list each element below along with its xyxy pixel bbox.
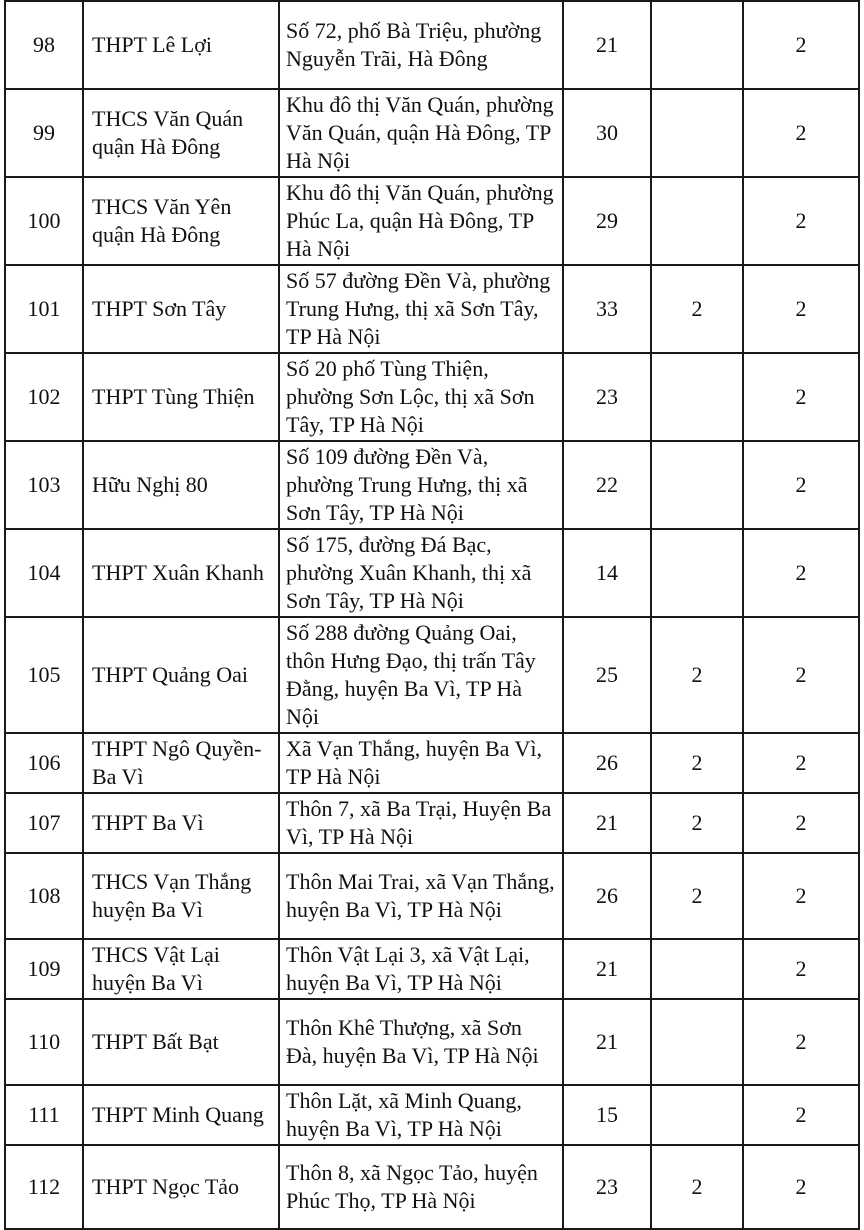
- school-name: THCS Vạn Thắng huyện Ba Vì: [83, 853, 279, 939]
- column-b-value: 2: [743, 265, 859, 353]
- row-number: 101: [5, 265, 83, 353]
- column-a-value: [651, 529, 743, 617]
- school-name: THCS Văn Yên quận Hà Đông: [83, 177, 279, 265]
- school-name: THPT Minh Quang: [83, 1085, 279, 1145]
- school-name: THPT Quảng Oai: [83, 617, 279, 733]
- school-address: Thôn Mai Trai, xã Vạn Thắng, huyện Ba Vì, TP Hà Nội: [279, 853, 563, 939]
- column-b-value: 2: [743, 999, 859, 1085]
- table-row: [5, 793, 859, 853]
- school-address: Thôn Lặt, xã Minh Quang, huyện Ba Vì, TP Hà Nội: [279, 1085, 563, 1145]
- table-row: [5, 177, 859, 265]
- row-number: 104: [5, 529, 83, 617]
- row-number: 106: [5, 733, 83, 793]
- count-value: 22: [563, 441, 651, 529]
- school-name: THCS Vật Lại huyện Ba Vì: [83, 939, 279, 999]
- count-value: 21: [563, 939, 651, 999]
- count-value: 21: [563, 1, 651, 89]
- column-b-value: 2: [743, 89, 859, 177]
- column-b-value: 2: [743, 1, 859, 89]
- schools-table: [4, 0, 860, 1230]
- school-name: THPT Xuân Khanh: [83, 529, 279, 617]
- column-a-value: 2: [651, 265, 743, 353]
- count-value: 33: [563, 265, 651, 353]
- table-row: [5, 853, 859, 939]
- school-address: Thôn 7, xã Ba Trại, Huyện Ba Vì, TP Hà Nội: [279, 793, 563, 853]
- column-b-value: 2: [743, 177, 859, 265]
- column-a-value: 2: [651, 793, 743, 853]
- table-row: [5, 733, 859, 793]
- school-name: THPT Ngô Quyền-Ba Vì: [83, 733, 279, 793]
- school-address: Số 175, đường Đá Bạc, phường Xuân Khanh, thị xã Sơn Tây, TP Hà Nội: [279, 529, 563, 617]
- count-value: 21: [563, 999, 651, 1085]
- school-address: Khu đô thị Văn Quán, phường Văn Quán, quận Hà Đông, TP Hà Nội: [279, 89, 563, 177]
- column-a-value: [651, 1085, 743, 1145]
- row-number: 108: [5, 853, 83, 939]
- table-row: [5, 1085, 859, 1145]
- school-address: Thôn 8, xã Ngọc Tảo, huyện Phúc Thọ, TP Hà Nội: [279, 1145, 563, 1229]
- school-name: THPT Lê Lợi: [83, 1, 279, 89]
- column-b-value: 2: [743, 1145, 859, 1229]
- table-row: [5, 999, 859, 1085]
- school-address: Số 57 đường Đền Và, phường Trung Hưng, thị xã Sơn Tây, TP Hà Nội: [279, 265, 563, 353]
- column-a-value: 2: [651, 617, 743, 733]
- table-row: [5, 265, 859, 353]
- column-b-value: 2: [743, 1085, 859, 1145]
- column-b-value: 2: [743, 853, 859, 939]
- table-row: [5, 1145, 859, 1229]
- column-a-value: [651, 999, 743, 1085]
- school-name: Hữu Nghị 80: [83, 441, 279, 529]
- table-row: [5, 529, 859, 617]
- count-value: 25: [563, 617, 651, 733]
- count-value: 30: [563, 89, 651, 177]
- school-address: Số 20 phố Tùng Thiện, phường Sơn Lộc, thị xã Sơn Tây, TP Hà Nội: [279, 353, 563, 441]
- column-b-value: 2: [743, 733, 859, 793]
- table-row: [5, 353, 859, 441]
- column-b-value: 2: [743, 441, 859, 529]
- school-address: Thôn Khê Thượng, xã Sơn Đà, huyện Ba Vì, TP Hà Nội: [279, 999, 563, 1085]
- school-name: THPT Ba Vì: [83, 793, 279, 853]
- row-number: 111: [5, 1085, 83, 1145]
- row-number: 110: [5, 999, 83, 1085]
- table-row: [5, 441, 859, 529]
- school-address: Xã Vạn Thắng, huyện Ba Vì, TP Hà Nội: [279, 733, 563, 793]
- count-value: 26: [563, 853, 651, 939]
- school-name: THPT Ngọc Tảo: [83, 1145, 279, 1229]
- row-number: 103: [5, 441, 83, 529]
- row-number: 99: [5, 89, 83, 177]
- column-b-value: 2: [743, 793, 859, 853]
- table-row: [5, 939, 859, 999]
- table-row: [5, 89, 859, 177]
- count-value: 23: [563, 353, 651, 441]
- count-value: 26: [563, 733, 651, 793]
- count-value: 29: [563, 177, 651, 265]
- table-row: [5, 1, 859, 89]
- table-body: [5, 1, 859, 1229]
- count-value: 15: [563, 1085, 651, 1145]
- school-address: Số 288 đường Quảng Oai, thôn Hưng Đạo, thị trấn Tây Đằng, huyện Ba Vì, TP Hà Nội: [279, 617, 563, 733]
- school-name: THPT Sơn Tây: [83, 265, 279, 353]
- column-a-value: [651, 939, 743, 999]
- column-a-value: 2: [651, 853, 743, 939]
- column-a-value: [651, 1, 743, 89]
- count-value: 14: [563, 529, 651, 617]
- column-a-value: 2: [651, 733, 743, 793]
- column-b-value: 2: [743, 617, 859, 733]
- column-b-value: 2: [743, 353, 859, 441]
- column-a-value: 2: [651, 1145, 743, 1229]
- column-a-value: [651, 353, 743, 441]
- school-name: THPT Tùng Thiện: [83, 353, 279, 441]
- row-number: 102: [5, 353, 83, 441]
- count-value: 23: [563, 1145, 651, 1229]
- school-address: Khu đô thị Văn Quán, phường Phúc La, quận Hà Đông, TP Hà Nội: [279, 177, 563, 265]
- school-name: THPT Bất Bạt: [83, 999, 279, 1085]
- school-address: Số 109 đường Đền Và, phường Trung Hưng, thị xã Sơn Tây, TP Hà Nội: [279, 441, 563, 529]
- school-address: Số 72, phố Bà Triệu, phường Nguyễn Trãi, Hà Đông: [279, 1, 563, 89]
- row-number: 109: [5, 939, 83, 999]
- count-value: 21: [563, 793, 651, 853]
- column-a-value: [651, 89, 743, 177]
- row-number: 105: [5, 617, 83, 733]
- column-b-value: 2: [743, 529, 859, 617]
- column-b-value: 2: [743, 939, 859, 999]
- row-number: 112: [5, 1145, 83, 1229]
- row-number: 100: [5, 177, 83, 265]
- school-name: THCS Văn Quán quận Hà Đông: [83, 89, 279, 177]
- row-number: 107: [5, 793, 83, 853]
- row-number: 98: [5, 1, 83, 89]
- column-a-value: [651, 441, 743, 529]
- column-a-value: [651, 177, 743, 265]
- table-row: [5, 617, 859, 733]
- school-address: Thôn Vật Lại 3, xã Vật Lại, huyện Ba Vì, TP Hà Nội: [279, 939, 563, 999]
